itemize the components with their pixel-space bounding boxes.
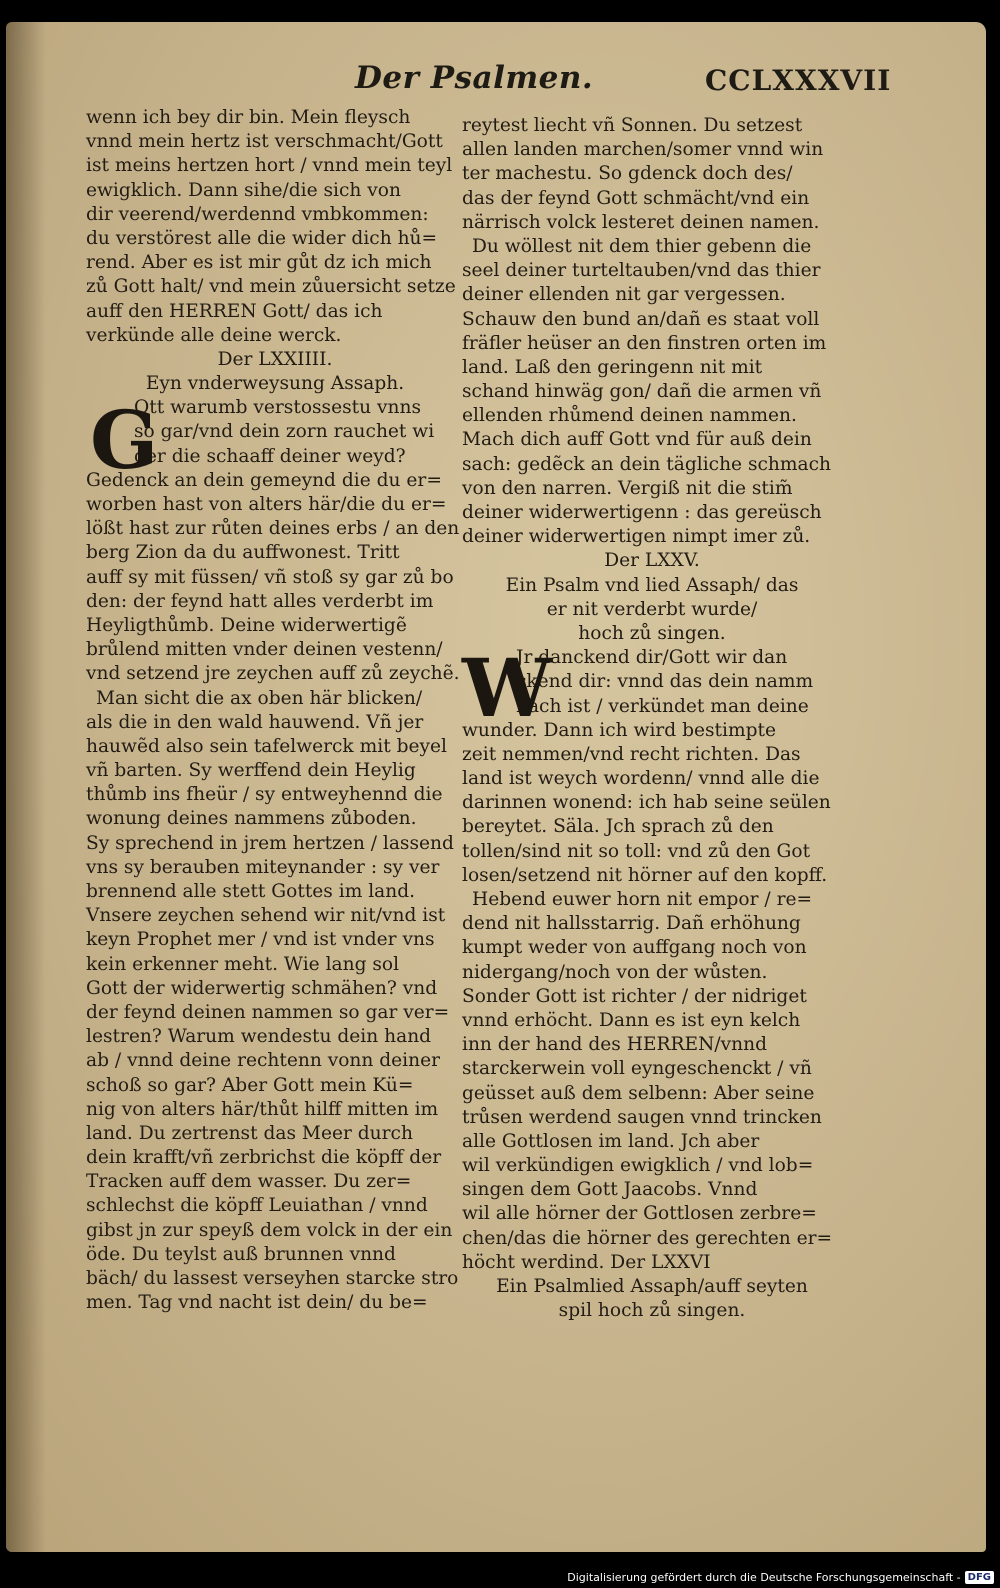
text-line: Gedenck an dein gemeynd die du er=: [86, 469, 442, 491]
text-line: ist meins hertzen hort / vnnd mein teyl: [86, 155, 453, 177]
text-line: ellenden rhůmend deinen nammen.: [462, 405, 797, 427]
text-block: [462, 719, 842, 888]
psalm-subheading: [462, 574, 842, 647]
text-block: [86, 106, 464, 348]
text-line: vns sy berauben miteynander : sy ver: [86, 856, 440, 878]
text-line: inn der hand des HERREN/vnnd: [462, 1034, 767, 1056]
folio-number: CCLXXXVII: [705, 64, 892, 97]
text-line: Ott warumb verstossestu vnns: [134, 397, 421, 419]
psalm-heading: Der LXXV.: [604, 550, 700, 572]
text-line: Jr danckend dir/Gott wir dan: [516, 647, 788, 669]
text-line: vnd setzend jre zeychen auff zů zeychẽ.: [86, 663, 460, 685]
text-line: allen landen marchen/somer vnnd win: [462, 139, 824, 161]
text-line: Sy sprechend in jrem hertzen / lassend: [86, 832, 454, 854]
text-line: auff den HERREN Gott/ das ich: [86, 300, 383, 322]
text-line: auff sy mit füssen/ vñ stoß sy gar zů bo: [86, 566, 454, 588]
text-line: nig von alters här/thůt hilff mitten im: [86, 1098, 439, 1120]
dfg-logo: DFG: [965, 1571, 994, 1584]
text-line: dend nit hallsstarrig. Dañ erhöhung: [462, 913, 801, 935]
psalm-subheading: [462, 1275, 842, 1323]
text-line: öde. Du teylst auß brunnen vnnd: [86, 1243, 396, 1265]
text-line: lößt hast zur růten deines erbs / an den: [86, 518, 460, 540]
text-line: gibst jn zur speyß dem volck in der ein: [86, 1219, 453, 1241]
page-shadow: [6, 22, 46, 1552]
text-line: singen dem Gott Jaacobs. Vnnd: [462, 1179, 758, 1201]
text-line: nidergang/noch von der wůsten.: [462, 961, 768, 983]
text-line: berg Zion da du auffwonest. Tritt: [86, 542, 400, 564]
text-line: Vnsere zeychen sehend wir nit/vnd ist: [86, 905, 446, 927]
text-line: schoß so gar? Aber Gott mein Kü=: [86, 1074, 414, 1096]
text-line: trůsen werdend saugen vnnd trincken: [462, 1106, 822, 1128]
text-line: deiner widerwertigenn : das gereüsch: [462, 502, 822, 523]
psalm-heading: Der LXXIIII.: [217, 348, 333, 370]
text-block: [86, 687, 464, 1316]
text-line: er nit verderbt wurde/: [546, 598, 758, 620]
text-line: bäch/ du lassest verseyhen starcke stro: [86, 1268, 459, 1289]
text-line: brůlend mitten vnder deinen vestenn/: [86, 639, 443, 661]
text-line: ter machestu. So gdenck doch des/: [462, 163, 793, 185]
left-column: [86, 106, 464, 1315]
text-line: sach: gedẽck an dein tägliche schmach: [462, 453, 831, 475]
text-line: deiner widerwertigen nimpt imer zů.: [462, 526, 811, 548]
text-line: wenn ich bey dir bin. Mein fleysch: [86, 107, 411, 128]
text-line: vnnd mein hertz ist verschmacht/Gott: [86, 131, 443, 153]
text-line: verkünde alle deine werck.: [86, 324, 342, 346]
text-line: wunder. Dann ich wird bestimpte: [462, 719, 776, 741]
text-line: Ein Psalm vnd lied Assaph/ das: [505, 574, 799, 596]
text-line: alle Gottlosen im land. Jch aber: [462, 1130, 760, 1152]
text-line: Mach dich auff Gott vnd für auß dein: [462, 429, 812, 451]
text-line: Heyligthůmb. Deine widerwertigẽ: [86, 614, 407, 636]
text-line: keyn Prophet mer / vnd ist vnder vns: [86, 929, 435, 951]
text-line: brennend alle stett Gottes im land.: [86, 881, 416, 902]
right-column: [462, 114, 842, 1323]
text-line: den: der feynd hatt alles verderbt im: [86, 590, 434, 612]
text-line: Schauw den bund an/dañ es staat voll: [462, 308, 820, 330]
text-line: zeit nemmen/vnd recht richten. Das: [462, 743, 801, 765]
text-line: dein krafft/vñ zerbrichst die köpff der: [86, 1147, 442, 1169]
text-line: worben hast von alters här/die du er=: [86, 494, 447, 515]
text-line: ewigklich. Dann sihe/die sich von: [86, 179, 401, 201]
text-line: reytest liecht vñ Sonnen. Du setzest: [462, 115, 803, 136]
text-line: kumpt weder von auffgang noch von: [462, 937, 807, 959]
psalm-subheading: Eyn vnderweysung Assaph.: [145, 373, 405, 395]
text-line: das der feynd Gott schmächt/vnd ein: [462, 187, 810, 209]
text-line: als die in den wald hauwend. Vñ jer: [86, 711, 424, 733]
text-line: wonung deines nammens zůboden.: [86, 808, 417, 830]
text-line: seel deiner turteltauben/vnd das thier: [462, 260, 821, 282]
text-line: tollen/sind nit so toll: vnd zů den Got: [462, 840, 811, 862]
text-line: kein erkenner meht. Wie lang sol: [86, 953, 400, 975]
text-line: schlechst die köpff Leuiathan / vnnd: [86, 1195, 428, 1217]
text-line: dir veerend/werdennd vmbkommen:: [86, 203, 429, 225]
text-line: geüsset auß dem selbenn: Aber seine: [462, 1082, 815, 1104]
text-line: vnnd erhöcht. Dann es ist eyn kelch: [462, 1009, 801, 1031]
text-line: thůmb ins fheür / sy entweyhennd die: [86, 784, 443, 806]
text-line: spil hoch zů singen.: [558, 1300, 746, 1322]
text-block: [462, 235, 842, 549]
text-block: [462, 114, 842, 235]
text-line: Du wöllest nit dem thier gebenn die: [472, 235, 812, 257]
text-line: der die schaaff deiner weyd?: [134, 445, 406, 467]
text-line: närrisch volck lesteret deinen namen.: [462, 211, 820, 233]
text-line: Tracken auff dem wasser. Du zer=: [86, 1171, 412, 1193]
text-line: rend. Aber es ist mir gůt dz ich mich: [86, 252, 432, 274]
text-line: men. Tag vnd nacht ist dein/ du be=: [86, 1292, 428, 1314]
text-line: starckerwein voll eyngeschenckt / vñ: [462, 1058, 812, 1080]
text-line: der feynd deinen nammen so gar ver=: [86, 1001, 450, 1023]
text-line: Man sicht die ax oben här blicken/: [96, 687, 423, 709]
text-line: darinnen wonend: ich hab seine seülen: [462, 792, 831, 814]
credit-text: Digitalisierung gefördert durch die Deutsche Forschungsgemeinschaft -: [567, 1571, 961, 1584]
text-line: höcht werdind. Der LXXVI: [462, 1251, 711, 1273]
text-line: Hebend euwer horn nit empor / re=: [472, 889, 813, 910]
text-line: nach ist / verkündet man deine: [516, 695, 809, 717]
text-line: hoch zů singen.: [578, 622, 726, 644]
text-line: von den narren. Vergiß nit die stim̃: [462, 477, 793, 499]
text-block: [462, 888, 842, 1275]
text-line: lestren? Warum wendestu dein hand: [86, 1026, 432, 1048]
text-line: chen/das die hörner des gerechten er=: [462, 1227, 833, 1249]
text-line: hauwẽd also sein tafelwerck mit beyel: [86, 735, 447, 757]
book-page: [6, 22, 986, 1552]
digitization-credit: [567, 1571, 994, 1584]
dropcap-letter: G: [90, 393, 159, 488]
text-line: ckend dir: vnnd das dein namm: [516, 671, 814, 693]
text-line: losen/setzend nit hörner auf den kopff.: [462, 864, 828, 886]
text-line: schand hinwäg gon/ dañ die armen vñ: [462, 381, 822, 403]
text-line: wil alle hörner der Gottlosen zerbre=: [462, 1203, 817, 1225]
text-line: wil verkündigen ewigklich / vnd lob=: [462, 1155, 814, 1177]
text-line: ab / vnnd deine rechtenn vonn deiner: [86, 1050, 440, 1072]
text-line: deiner ellenden nit gar vergessen.: [462, 284, 786, 306]
text-line: zů Gott halt/ vnd mein zůuersicht setze: [86, 276, 456, 298]
text-line: land. Laß den geringenn nit mit: [462, 356, 763, 378]
text-line: Sonder Gott ist richter / der nidriget: [462, 985, 807, 1007]
text-line: Gott der widerwertig schmähen? vnd: [86, 977, 438, 999]
text-block: [86, 469, 464, 687]
running-title: Der Psalmen.: [355, 60, 594, 96]
text-line: so gar/vnd dein zorn rauchet wi: [134, 421, 435, 443]
dropcap-letter: W: [462, 641, 552, 736]
text-line: Ein Psalmlied Assaph/auff seyten: [496, 1276, 808, 1297]
text-line: du verstörest alle die wider dich hů=: [86, 227, 438, 249]
text-line: land. Du zertrenst das Meer durch: [86, 1122, 413, 1144]
text-line: fräfler heüser an den finstren orten im: [462, 332, 827, 354]
text-line: vñ barten. Sy werffend dein Heylig: [86, 760, 416, 782]
text-line: bereytet. Säla. Jch sprach zů den: [462, 816, 774, 838]
text-line: land ist weych wordenn/ vnnd alle die: [462, 768, 820, 790]
